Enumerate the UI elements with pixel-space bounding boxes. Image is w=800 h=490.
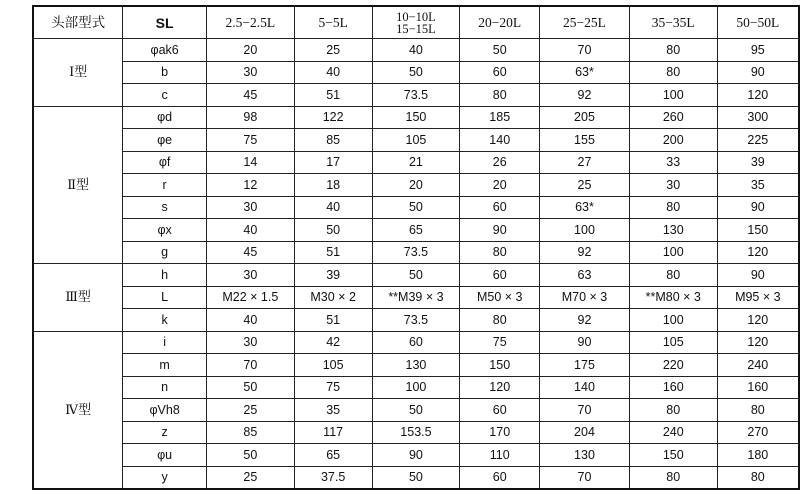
value-cell: 200 <box>629 129 717 152</box>
value-cell: 225 <box>717 129 799 152</box>
value-cell: 90 <box>372 444 460 467</box>
value-cell: 40 <box>206 309 294 332</box>
value-cell: 50 <box>372 61 460 84</box>
table-row <box>33 354 799 377</box>
value-cell: M30 × 2 <box>294 286 372 309</box>
table-row <box>33 241 799 264</box>
value-cell: 150 <box>629 444 717 467</box>
value-cell: 18 <box>294 174 372 197</box>
param-label-cell: φe <box>123 129 207 152</box>
value-cell: 20 <box>460 174 540 197</box>
value-cell: 220 <box>629 354 717 377</box>
value-cell: 27 <box>540 151 630 174</box>
value-cell: 85 <box>294 129 372 152</box>
value-cell: 63 <box>540 264 630 287</box>
value-cell: 150 <box>717 219 799 242</box>
table-body <box>33 39 799 490</box>
param-label-cell: h <box>123 264 207 287</box>
value-cell: 80 <box>629 61 717 84</box>
value-cell: 130 <box>540 444 630 467</box>
value-cell: 105 <box>372 129 460 152</box>
param-label-cell: φx <box>123 219 207 242</box>
value-cell: 80 <box>629 196 717 219</box>
header-size-25: 25−25L <box>540 6 630 39</box>
value-cell: 25 <box>294 39 372 62</box>
value-cell: 100 <box>372 376 460 399</box>
table-row <box>33 399 799 422</box>
table-row <box>33 174 799 197</box>
value-cell: 130 <box>629 219 717 242</box>
value-cell: 155 <box>540 129 630 152</box>
value-cell: 80 <box>460 84 540 107</box>
value-cell: 40 <box>294 196 372 219</box>
value-cell: 30 <box>206 264 294 287</box>
value-cell: 160 <box>629 376 717 399</box>
value-cell: 12 <box>206 174 294 197</box>
value-cell: 30 <box>206 61 294 84</box>
param-label-cell: n <box>123 376 207 399</box>
header-size-10-15: 10−10L 15−15L <box>372 6 460 39</box>
table-row <box>33 129 799 152</box>
value-cell: 117 <box>294 421 372 444</box>
value-cell: 105 <box>294 354 372 377</box>
table-row <box>33 151 799 174</box>
value-cell: 70 <box>540 399 630 422</box>
value-cell: 73.5 <box>372 309 460 332</box>
param-label-cell: m <box>123 354 207 377</box>
value-cell: 70 <box>540 39 630 62</box>
value-cell: 45 <box>206 241 294 264</box>
value-cell: 90 <box>717 61 799 84</box>
value-cell: 120 <box>460 376 540 399</box>
value-cell: 204 <box>540 421 630 444</box>
value-cell: 120 <box>717 84 799 107</box>
header-size-20: 20−20L <box>460 6 540 39</box>
value-cell: 50 <box>206 444 294 467</box>
table-row <box>33 84 799 107</box>
value-cell: 20 <box>206 39 294 62</box>
header-size-2-5: 2.5−2.5L <box>206 6 294 39</box>
value-cell: 60 <box>460 264 540 287</box>
value-cell: 92 <box>540 241 630 264</box>
value-cell: 60 <box>460 196 540 219</box>
head-type-cell: Ⅳ型 <box>33 331 123 489</box>
param-label-cell: b <box>123 61 207 84</box>
value-cell: 40 <box>372 39 460 62</box>
table-row <box>33 286 799 309</box>
value-cell: 175 <box>540 354 630 377</box>
value-cell: 85 <box>206 421 294 444</box>
table-row <box>33 331 799 354</box>
head-type-cell: Ⅲ型 <box>33 264 123 332</box>
value-cell: 300 <box>717 106 799 129</box>
value-cell: 40 <box>294 61 372 84</box>
value-cell: 75 <box>206 129 294 152</box>
value-cell: 37.5 <box>294 466 372 489</box>
value-cell: 42 <box>294 331 372 354</box>
value-cell: 80 <box>460 241 540 264</box>
value-cell: 153.5 <box>372 421 460 444</box>
value-cell: 260 <box>629 106 717 129</box>
value-cell: 50 <box>372 264 460 287</box>
header-sl: SL <box>123 6 207 39</box>
table-row <box>33 444 799 467</box>
value-cell: 80 <box>460 309 540 332</box>
value-cell: 90 <box>717 196 799 219</box>
value-cell: 25 <box>540 174 630 197</box>
value-cell: **M80 × 3 <box>629 286 717 309</box>
value-cell: 60 <box>372 331 460 354</box>
param-label-cell: g <box>123 241 207 264</box>
value-cell: 270 <box>717 421 799 444</box>
value-cell: 90 <box>460 219 540 242</box>
value-cell: 185 <box>460 106 540 129</box>
table-row <box>33 421 799 444</box>
value-cell: 205 <box>540 106 630 129</box>
value-cell: 60 <box>460 61 540 84</box>
header-size-35: 35−35L <box>629 6 717 39</box>
value-cell: 30 <box>629 174 717 197</box>
param-label-cell: r <box>123 174 207 197</box>
value-cell: 60 <box>460 466 540 489</box>
value-cell: 160 <box>717 376 799 399</box>
header-size-50: 50−50L <box>717 6 799 39</box>
value-cell: 100 <box>629 84 717 107</box>
value-cell: 50 <box>372 399 460 422</box>
value-cell: 35 <box>294 399 372 422</box>
param-label-cell: φd <box>123 106 207 129</box>
value-cell: 35 <box>717 174 799 197</box>
value-cell: 75 <box>294 376 372 399</box>
value-cell: 80 <box>629 39 717 62</box>
value-cell: **M39 × 3 <box>372 286 460 309</box>
value-cell: 80 <box>629 264 717 287</box>
spec-table-container <box>32 5 800 490</box>
value-cell: 33 <box>629 151 717 174</box>
value-cell: M50 × 3 <box>460 286 540 309</box>
value-cell: 17 <box>294 151 372 174</box>
param-label-cell: i <box>123 331 207 354</box>
value-cell: 30 <box>206 196 294 219</box>
header-row <box>33 6 799 39</box>
table-row <box>33 219 799 242</box>
value-cell: 80 <box>629 399 717 422</box>
value-cell: 140 <box>460 129 540 152</box>
table-row <box>33 309 799 332</box>
value-cell: 140 <box>540 376 630 399</box>
header-size-5: 5−5L <box>294 6 372 39</box>
param-label-cell: φf <box>123 151 207 174</box>
value-cell: 180 <box>717 444 799 467</box>
value-cell: 80 <box>717 399 799 422</box>
value-cell: 21 <box>372 151 460 174</box>
value-cell: 63* <box>540 61 630 84</box>
value-cell: 50 <box>460 39 540 62</box>
table-row <box>33 376 799 399</box>
value-cell: 40 <box>206 219 294 242</box>
value-cell: 240 <box>629 421 717 444</box>
param-label-cell: z <box>123 421 207 444</box>
value-cell: 100 <box>629 309 717 332</box>
value-cell: 90 <box>717 264 799 287</box>
value-cell: 20 <box>372 174 460 197</box>
value-cell: 60 <box>460 399 540 422</box>
header-head-type: 头部型式 <box>33 6 123 39</box>
head-type-cell: Ⅱ型 <box>33 106 123 264</box>
value-cell: 92 <box>540 84 630 107</box>
value-cell: 100 <box>540 219 630 242</box>
value-cell: 240 <box>717 354 799 377</box>
param-label-cell: φak6 <box>123 39 207 62</box>
value-cell: 120 <box>717 241 799 264</box>
table-row <box>33 61 799 84</box>
value-cell: 80 <box>629 466 717 489</box>
value-cell: 150 <box>372 106 460 129</box>
value-cell: 65 <box>372 219 460 242</box>
value-cell: 170 <box>460 421 540 444</box>
value-cell: M95 × 3 <box>717 286 799 309</box>
value-cell: 65 <box>294 444 372 467</box>
param-label-cell: c <box>123 84 207 107</box>
value-cell: 92 <box>540 309 630 332</box>
table-row <box>33 466 799 489</box>
value-cell: 80 <box>717 466 799 489</box>
value-cell: 120 <box>717 309 799 332</box>
param-label-cell: L <box>123 286 207 309</box>
value-cell: 51 <box>294 241 372 264</box>
param-label-cell: φu <box>123 444 207 467</box>
param-label-cell: y <box>123 466 207 489</box>
value-cell: 50 <box>206 376 294 399</box>
value-cell: M70 × 3 <box>540 286 630 309</box>
value-cell: 39 <box>294 264 372 287</box>
value-cell: 75 <box>460 331 540 354</box>
value-cell: 63* <box>540 196 630 219</box>
value-cell: 90 <box>540 331 630 354</box>
value-cell: 130 <box>372 354 460 377</box>
value-cell: 25 <box>206 466 294 489</box>
value-cell: 50 <box>372 196 460 219</box>
value-cell: 50 <box>372 466 460 489</box>
spec-table <box>32 5 800 490</box>
table-row <box>33 196 799 219</box>
value-cell: 51 <box>294 309 372 332</box>
value-cell: 39 <box>717 151 799 174</box>
value-cell: 25 <box>206 399 294 422</box>
value-cell: 26 <box>460 151 540 174</box>
table-row <box>33 39 799 62</box>
value-cell: 122 <box>294 106 372 129</box>
value-cell: 98 <box>206 106 294 129</box>
value-cell: 120 <box>717 331 799 354</box>
value-cell: 73.5 <box>372 84 460 107</box>
param-label-cell: k <box>123 309 207 332</box>
value-cell: 70 <box>206 354 294 377</box>
value-cell: 45 <box>206 84 294 107</box>
head-type-cell: Ⅰ型 <box>33 39 123 107</box>
table-row <box>33 264 799 287</box>
value-cell: 100 <box>629 241 717 264</box>
param-label-cell: s <box>123 196 207 219</box>
value-cell: M22 × 1.5 <box>206 286 294 309</box>
value-cell: 70 <box>540 466 630 489</box>
value-cell: 150 <box>460 354 540 377</box>
value-cell: 51 <box>294 84 372 107</box>
value-cell: 30 <box>206 331 294 354</box>
value-cell: 95 <box>717 39 799 62</box>
value-cell: 73.5 <box>372 241 460 264</box>
value-cell: 105 <box>629 331 717 354</box>
param-label-cell: φVh8 <box>123 399 207 422</box>
value-cell: 14 <box>206 151 294 174</box>
value-cell: 110 <box>460 444 540 467</box>
value-cell: 50 <box>294 219 372 242</box>
table-row <box>33 106 799 129</box>
